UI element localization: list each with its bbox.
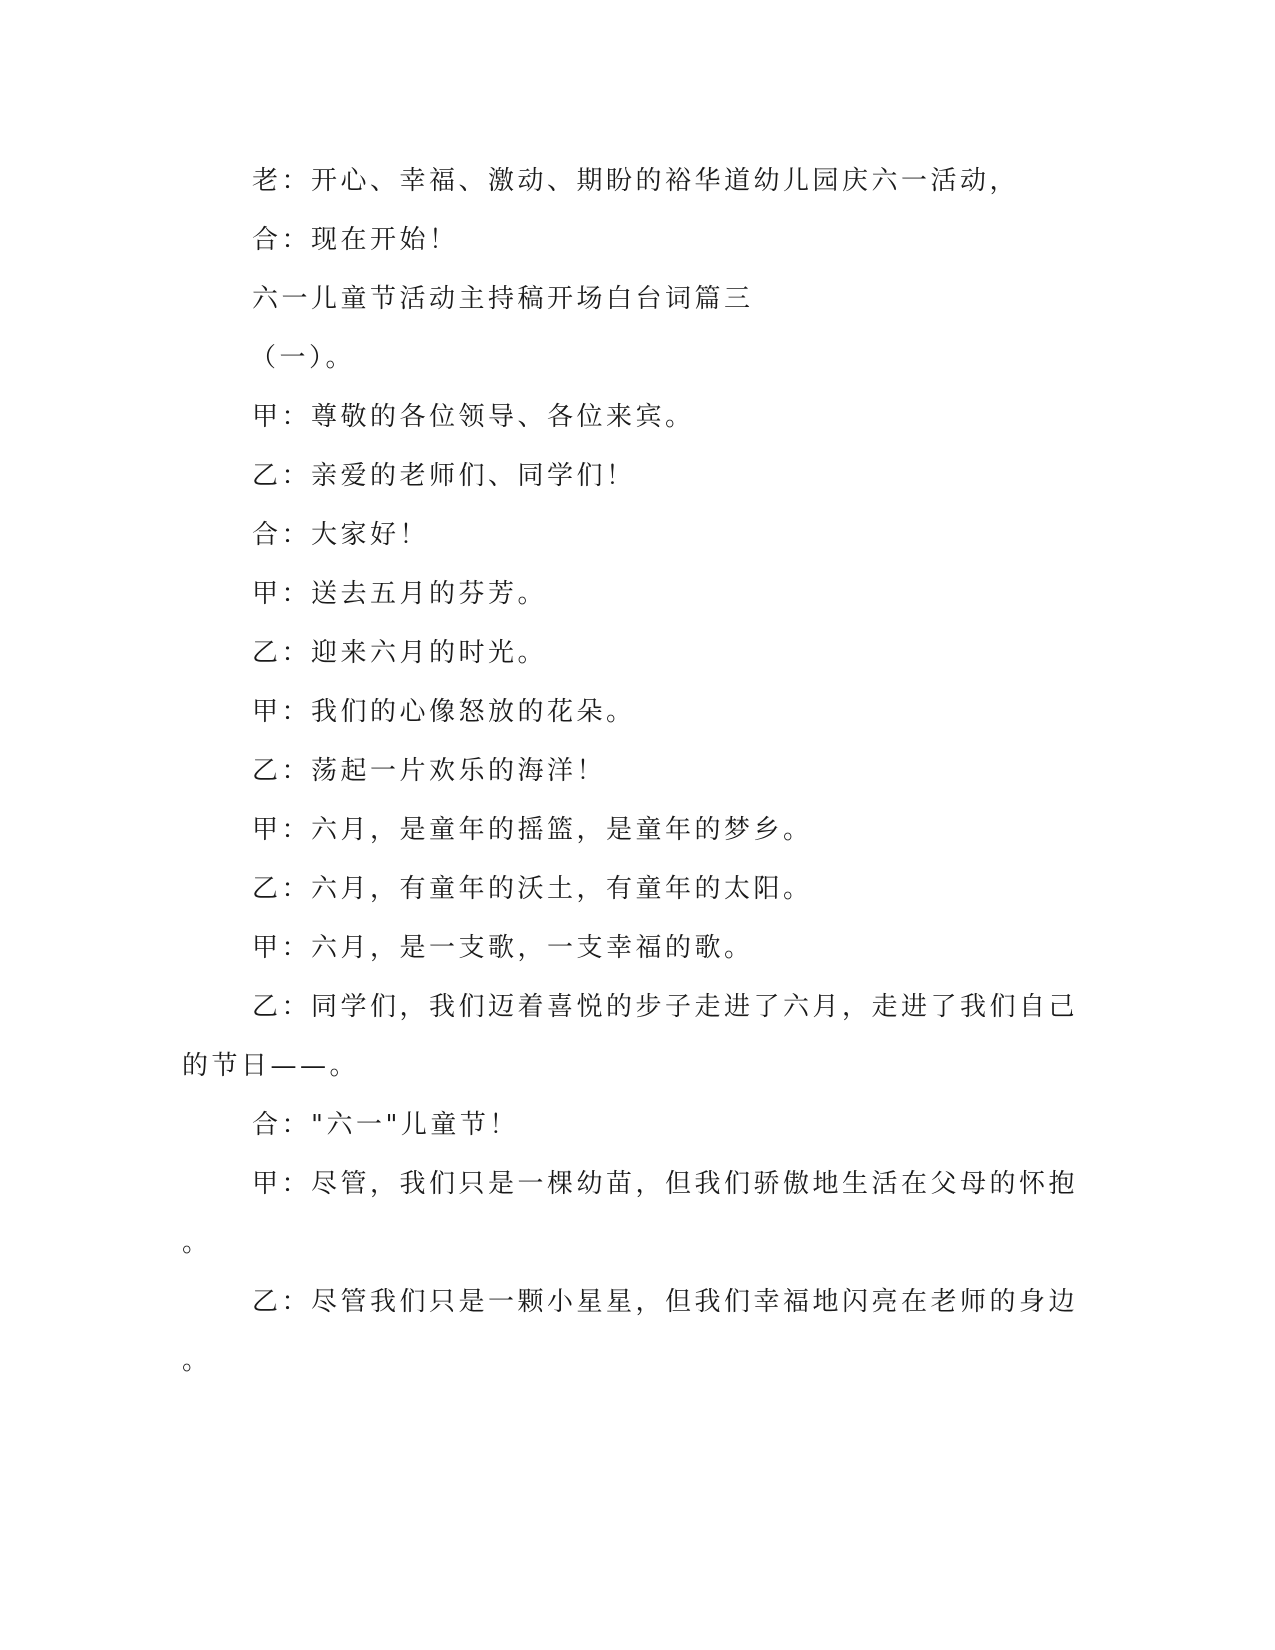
paragraph-yi-2: 乙：迎来六月的时光。 <box>252 638 548 668</box>
paragraph-yi-4: 乙：六月，有童年的沃土，有童年的太阳。 <box>252 874 813 904</box>
paragraph-jia-1: 甲：尊敬的各位领导、各位来宾。 <box>252 402 695 432</box>
paragraph-jia-6-line2: 。 <box>182 1228 212 1258</box>
paragraph-jia-6-line1: 甲：尽管，我们只是一棵幼苗，但我们骄傲地生活在父母的怀抱 <box>252 1169 1079 1199</box>
paragraph-yi-5-line2: 的节日——。 <box>182 1051 360 1081</box>
paragraph-yi-1: 乙：亲爱的老师们、同学们！ <box>252 461 636 491</box>
paragraph-yi-5-line1: 乙：同学们，我们迈着喜悦的步子走进了六月，走进了我们自己 <box>252 992 1079 1022</box>
paragraph-jia-5: 甲：六月，是一支歌，一支幸福的歌。 <box>252 933 754 963</box>
paragraph-he-1: 合：大家好！ <box>252 520 430 550</box>
section-number: （一）。 <box>250 343 356 373</box>
paragraph-yi-6-line1: 乙：尽管我们只是一颗小星星，但我们幸福地闪亮在老师的身边 <box>252 1287 1079 1317</box>
paragraph-yi-3: 乙：荡起一片欢乐的海洋！ <box>252 756 607 786</box>
section-heading: 六一儿童节活动主持稿开场白台词篇三 <box>252 284 754 314</box>
paragraph-lao-opening: 老：开心、幸福、激动、期盼的裕华道幼儿园庆六一活动， <box>252 166 1020 196</box>
paragraph-jia-4: 甲：六月，是童年的摇篮，是童年的梦乡。 <box>252 815 813 845</box>
paragraph-he-2: 合："六一"儿童节！ <box>252 1110 519 1140</box>
paragraph-he-start: 合：现在开始！ <box>252 225 459 255</box>
paragraph-jia-2: 甲：送去五月的芬芳。 <box>252 579 548 609</box>
paragraph-jia-3: 甲：我们的心像怒放的花朵。 <box>252 697 636 727</box>
paragraph-yi-6-line2: 。 <box>182 1346 212 1376</box>
